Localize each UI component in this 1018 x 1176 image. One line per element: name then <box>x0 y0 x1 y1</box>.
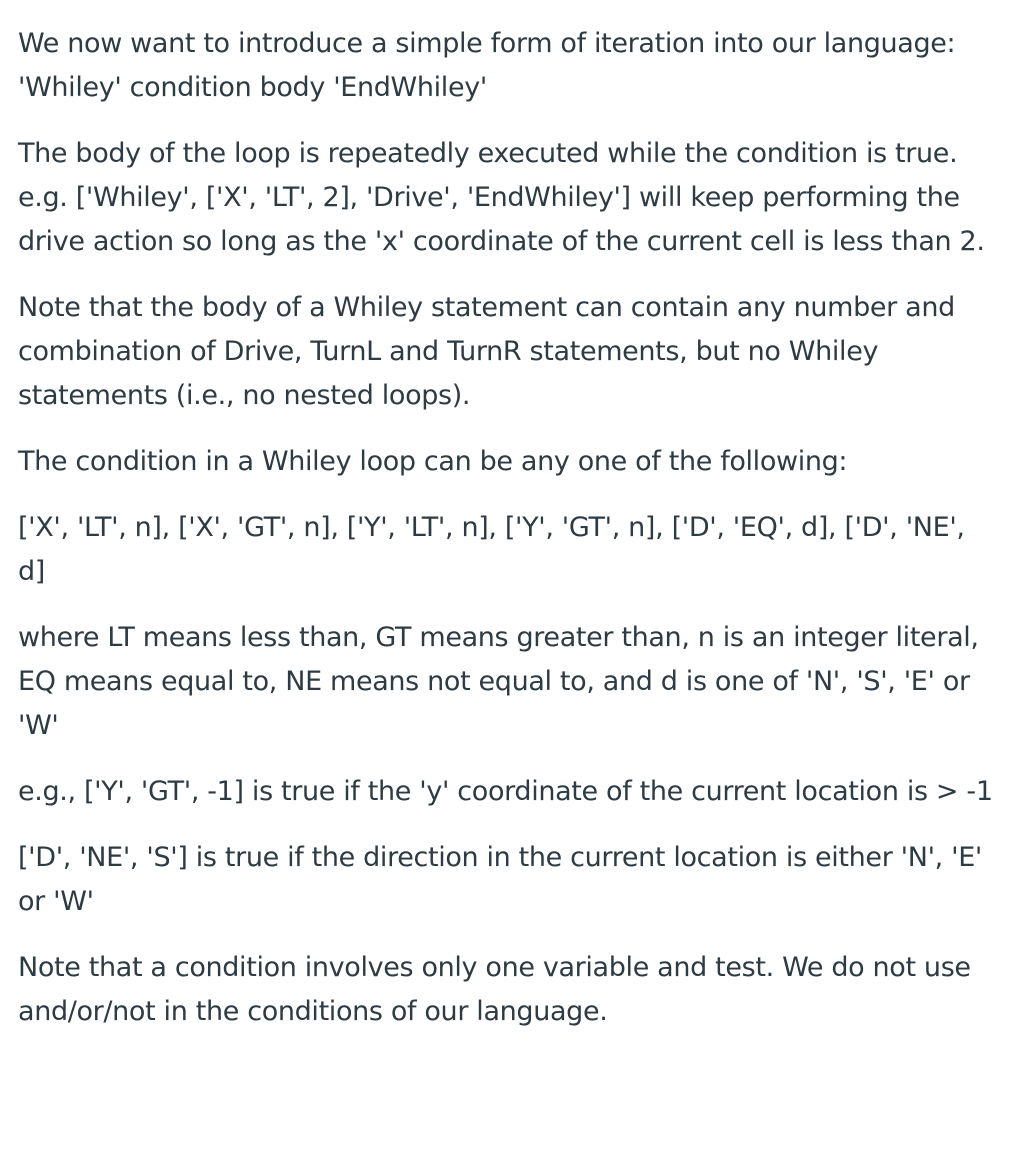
intro-paragraph: We now want to introduce a simple form of iteration into our language: 'Whiley' condition body 'EndWhiley' <box>18 28 956 103</box>
document-body <box>18 22 998 1056</box>
example-d-paragraph: ['D', 'NE', 'S'] is true if the direction in the current location is either 'N', 'E' or 'W' <box>18 842 982 917</box>
condition-intro-paragraph: The condition in a Whiley loop can be any one of the following: <box>18 446 848 477</box>
condition-list-paragraph: ['X', 'LT', n], ['X', 'GT', n], ['Y', 'LT', n], ['Y', 'GT', n], ['D', 'EQ', d], ['D', 'NE', d] <box>18 512 965 587</box>
example-y-paragraph: e.g., ['Y', 'GT', -1] is true if the 'y' coordinate of the current location is > -1 <box>18 776 993 807</box>
condition-definitions-paragraph: where LT means less than, GT means greater than, n is an integer literal, EQ means equal to, NE means not equal to, and d is one of 'N', 'S', 'E' or 'W' <box>18 622 979 741</box>
loop-body-paragraph: The body of the loop is repeatedly executed while the condition is true. e.g. ['Whiley', ['X', 'LT', 2], 'Drive', 'EndWhiley'] will keep performing the drive action so long as the 'x' coordinate of the current cell is less than 2. <box>18 138 985 257</box>
body-restrictions-paragraph: Note that the body of a Whiley statement can contain any number and combination of Drive, TurnL and TurnR statements, but no Whiley statements (i.e., no nested loops). <box>18 292 955 411</box>
condition-note-paragraph: Note that a condition involves only one variable and test. We do not use and/or/not in the conditions of our language. <box>18 952 971 1027</box>
